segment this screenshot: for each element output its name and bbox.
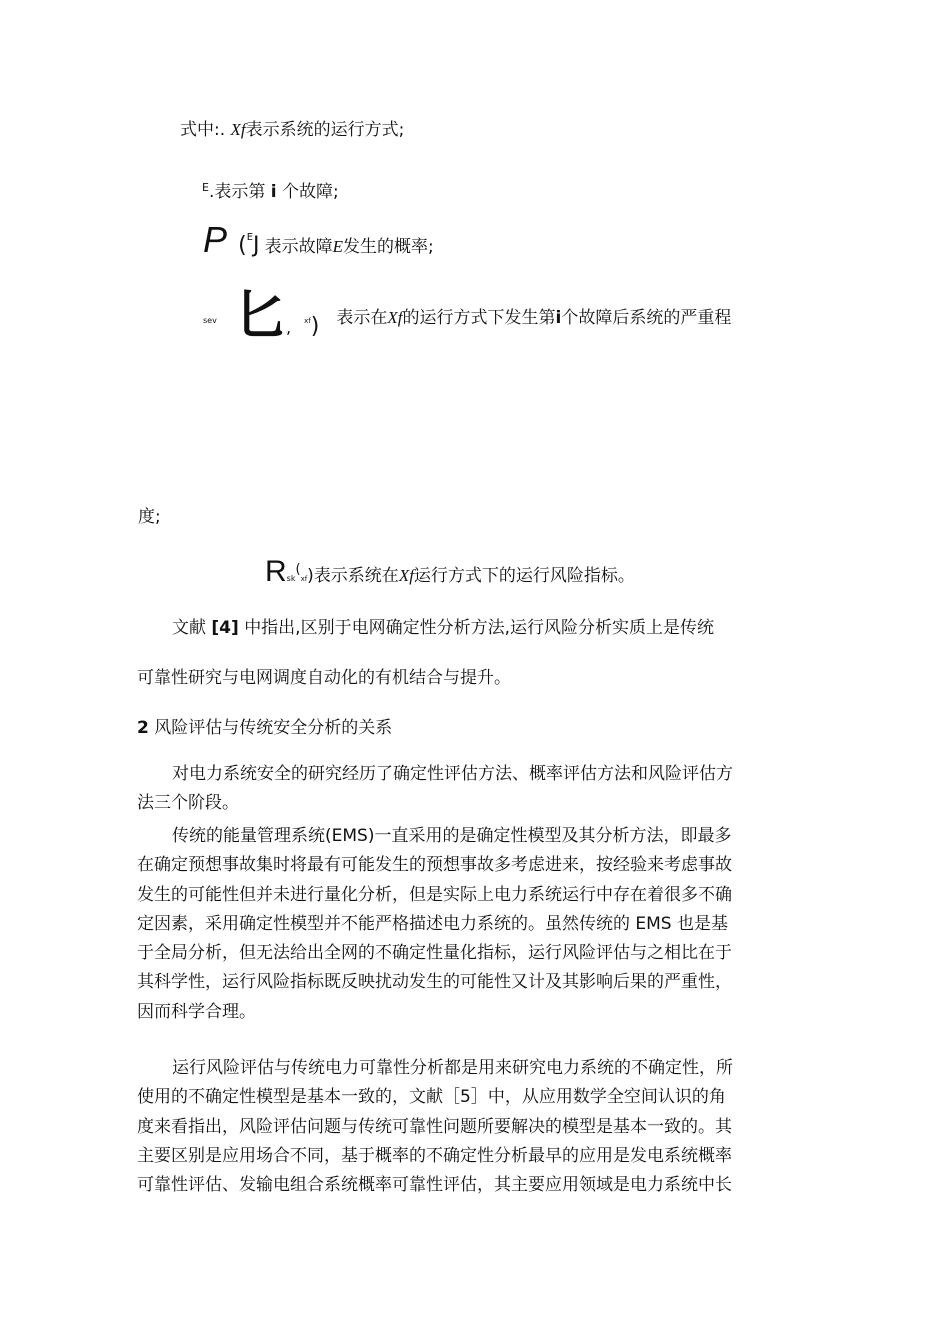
def-text-2: 运行方式下的运行风险指标。 bbox=[413, 566, 635, 586]
para-text: 可靠性研究与电网调度自动化的有机结合与提升。 bbox=[137, 668, 511, 688]
sub-sev: sev bbox=[203, 316, 217, 325]
def-line-fault bbox=[202, 176, 339, 204]
para1-line2 bbox=[137, 666, 511, 690]
var-i: i bbox=[270, 182, 277, 202]
symbol-p: P bbox=[203, 219, 228, 260]
text-line: 其科学性，运行风险指标既反映扰动发生的可能性又计及其影响后果的严重性， bbox=[137, 972, 732, 993]
def-text: 度; bbox=[138, 507, 161, 527]
para2 bbox=[137, 760, 817, 819]
text-line: 可靠性评估、发输电组合系统概率可靠性评估，其主要应用领域是电力系统中长 bbox=[137, 1175, 732, 1196]
section-heading bbox=[137, 716, 392, 740]
para1-line1 bbox=[172, 616, 714, 640]
sub-xf: xf bbox=[300, 575, 308, 583]
text-line: 定因素，采用确定性模型并不能严格描述电力系统的。虽然传统的 EMS 也是基 bbox=[137, 913, 729, 934]
bracket-close: J bbox=[253, 233, 260, 258]
comma: , bbox=[285, 318, 292, 337]
symbol-r: R bbox=[265, 555, 287, 588]
def-text: 表示系统在 bbox=[313, 566, 399, 586]
def-text: 表示故障 bbox=[264, 237, 333, 257]
sub-sk: sk bbox=[286, 574, 296, 583]
def-prefix: 式中:. bbox=[180, 120, 226, 140]
def-text-2: 发生的概率; bbox=[343, 237, 434, 257]
section-number: 2 bbox=[137, 718, 149, 738]
paren-close: ) bbox=[307, 566, 314, 586]
text-line: 使用的不确定性模型是基本一致的，文献［5］中，从应用数学全空间认识的角 bbox=[137, 1087, 726, 1108]
var-xf: Xf bbox=[398, 566, 414, 585]
def-line-continuation bbox=[138, 505, 161, 529]
text-line: 因而科学合理。 bbox=[137, 1001, 256, 1022]
text-line: 主要区别是应用场合不同，基于概率的不确定性分析最早的应用是发电系统概率 bbox=[137, 1145, 732, 1166]
citation-ref: [4] bbox=[211, 618, 239, 638]
text-line: 发生的可能性但并未进行量化分析，但是实际上电力系统运行中存在着很多不确 bbox=[137, 884, 732, 905]
text-line: 运行风险评估与传统电力可靠性分析都是用来研究电力系统的不确定性，所 bbox=[172, 1058, 733, 1078]
def-text-2: 的运行方式下发生第 bbox=[402, 308, 556, 328]
def-text: 表示在 bbox=[336, 308, 388, 328]
text-line: 法三个阶段。 bbox=[137, 793, 239, 814]
def-text: 表示系统的运行方式; bbox=[245, 120, 405, 140]
def-line-probability bbox=[203, 220, 434, 264]
para3 bbox=[137, 822, 817, 1027]
var-i: i bbox=[555, 308, 562, 328]
def-line-operating-mode bbox=[180, 118, 404, 142]
text-line: 对电力系统安全的研究经历了确定性评估方法、概率评估方法和风险评估方 bbox=[172, 764, 733, 784]
text-line: 于全局分析，但无法给出全网的不确定性量化指标，运行风险评估与之相比在于 bbox=[137, 943, 732, 964]
text-line: 度来看指出，风险评估问题与传统可靠性问题所要解决的模型是基本一致的。其 bbox=[137, 1116, 732, 1137]
def-line-risk bbox=[265, 556, 635, 590]
def-line-severity bbox=[203, 287, 732, 345]
var-e: E bbox=[332, 237, 344, 256]
section-title: 风险评估与传统安全分析的关系 bbox=[154, 718, 393, 738]
para4 bbox=[137, 1054, 817, 1200]
paren-open: ( bbox=[238, 233, 247, 258]
para-text: 文献 bbox=[172, 618, 206, 638]
def-text-tail: 个故障; bbox=[282, 182, 339, 202]
var-xf: Xf bbox=[387, 308, 403, 327]
symbol-severity: 匕 bbox=[233, 287, 286, 345]
paren-close: ) bbox=[310, 314, 320, 339]
text-line: 在确定预想事故集时将最有可能发生的预想事故多考虑进来，按经验来考虑事故 bbox=[137, 855, 732, 876]
def-text: .表示第 bbox=[208, 182, 266, 202]
para-text: 中指出,区别于电网确定性分析方法,运行风险分析实质上是传统 bbox=[244, 618, 714, 638]
sub-xf: xf bbox=[304, 317, 311, 325]
text-line: 传统的能量管理系统(EMS)一直采用的是确定性模型及其分析方法，即最多 bbox=[172, 826, 732, 846]
var-e-superscript: E bbox=[246, 232, 254, 243]
var-e-small: E bbox=[202, 181, 209, 194]
def-text-3: 个故障后系统的严重程 bbox=[561, 308, 732, 328]
var-xf: Xf bbox=[230, 120, 246, 139]
paren-open: ( bbox=[295, 562, 301, 577]
